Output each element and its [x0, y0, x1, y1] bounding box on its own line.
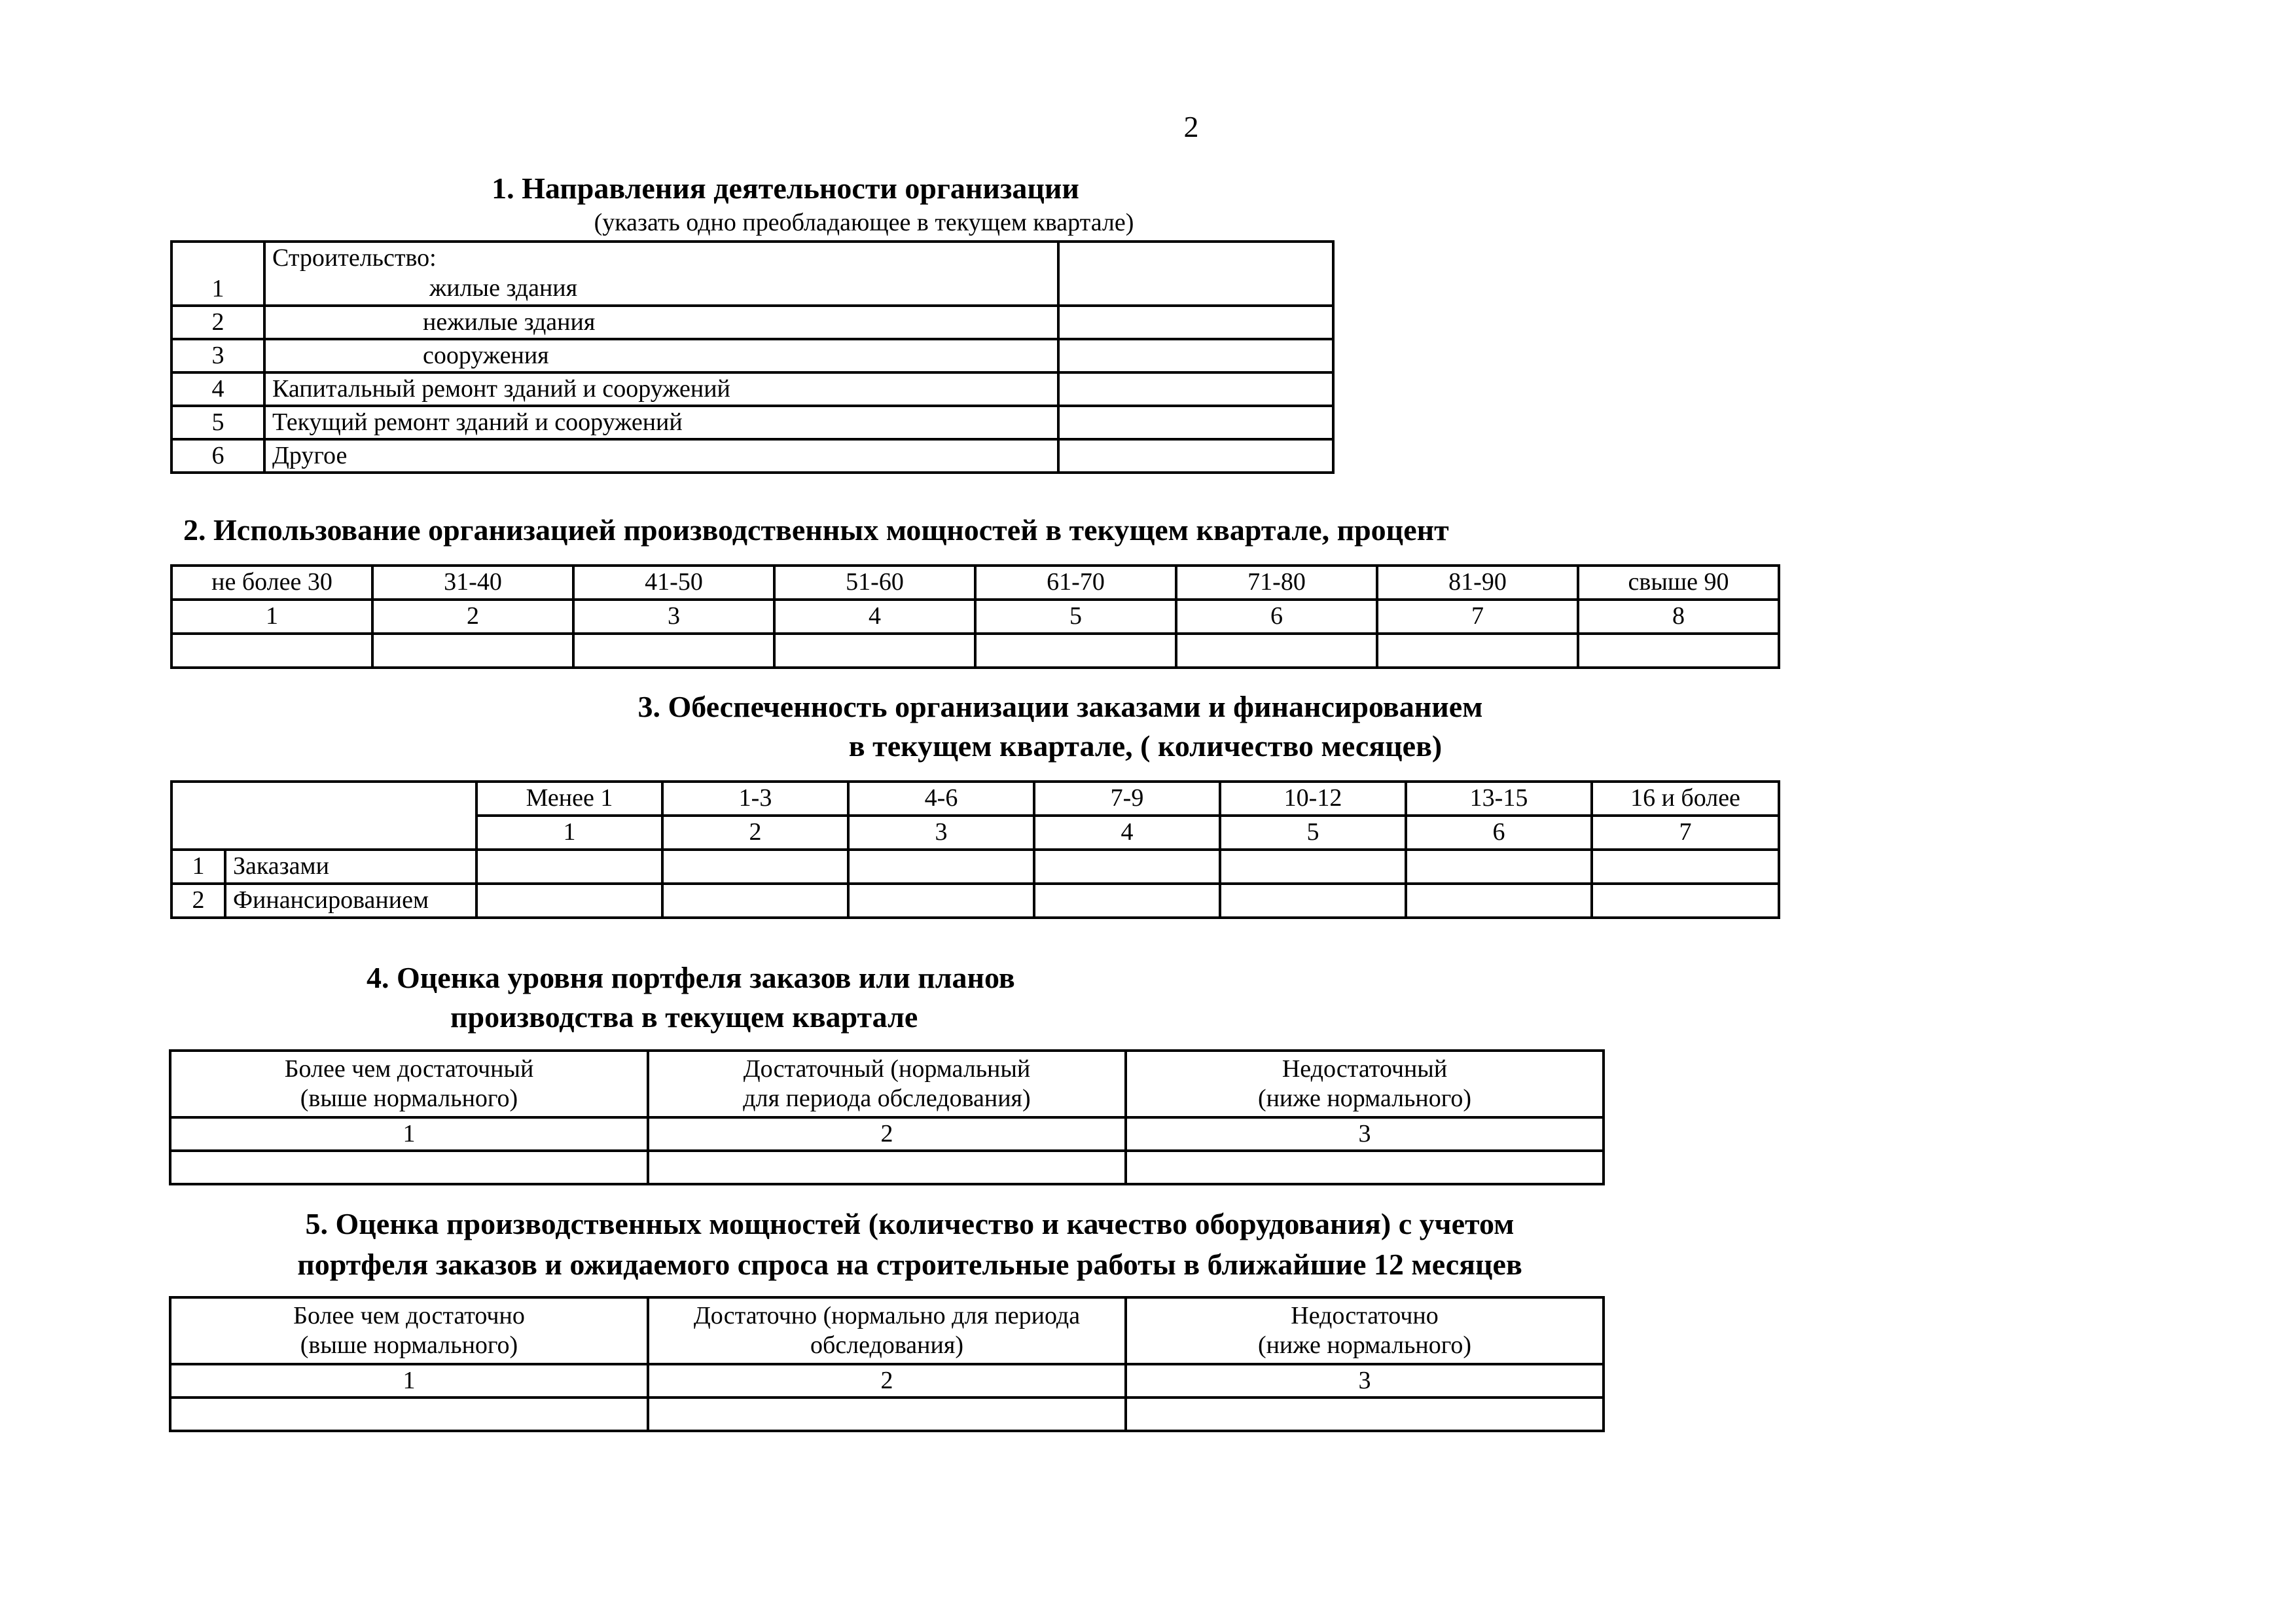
months-header: 16 и более	[1592, 782, 1779, 816]
code-cell: 7	[1592, 816, 1779, 850]
row-label: Текущий ремонт зданий и сооружений	[264, 406, 1058, 439]
level-header-line2: (ниже нормального)	[1257, 1085, 1472, 1112]
answer-cell[interactable]	[1220, 884, 1406, 918]
activity-table	[170, 240, 1335, 474]
section3-title-line2: в текущем квартале, ( количество месяцев)	[848, 729, 1443, 763]
answer-cell[interactable]	[662, 884, 848, 918]
level-header-line2: (ниже нормального)	[1257, 1331, 1472, 1359]
code-cell: 8	[1578, 600, 1779, 634]
code-cell: 3	[1126, 1117, 1604, 1151]
level-header-line1: Недостаточный	[1282, 1055, 1448, 1083]
answer-cell[interactable]	[1058, 406, 1333, 439]
table-row	[171, 566, 1779, 600]
code-cell: 3	[1126, 1364, 1604, 1398]
section4-title-line2: производства в текущем квартале	[450, 1000, 918, 1034]
level-header-line2: (выше нормального)	[300, 1085, 518, 1112]
level-header-line1: Достаточный (нормальный	[743, 1055, 1031, 1083]
level-header-line1: Более чем достаточный	[284, 1055, 534, 1083]
code-cell: 7	[1377, 600, 1578, 634]
code-cell: 3	[573, 600, 774, 634]
row-number: 5	[171, 406, 264, 439]
range-header: не более 30	[171, 566, 372, 600]
range-header: 81-90	[1377, 566, 1578, 600]
level-header	[648, 1051, 1126, 1117]
code-cell: 2	[372, 600, 573, 634]
answer-cell[interactable]	[1058, 339, 1333, 372]
row-number: 6	[171, 439, 264, 473]
level-header	[170, 1051, 648, 1117]
table-row	[171, 339, 1333, 372]
row-label	[264, 242, 1058, 306]
answer-cell[interactable]	[662, 850, 848, 884]
answer-cell[interactable]	[1058, 372, 1333, 406]
answer-cell[interactable]	[1058, 439, 1333, 473]
row-group-header: Строительство:	[272, 244, 437, 272]
table-row	[171, 242, 1333, 306]
answer-cell[interactable]	[372, 634, 573, 668]
range-header: 61-70	[975, 566, 1176, 600]
row-label: Финансированием	[225, 884, 476, 918]
answer-cell[interactable]	[1406, 884, 1592, 918]
table-row	[171, 884, 1779, 918]
table-row	[170, 1297, 1604, 1364]
orders-financing-table	[170, 780, 1780, 919]
code-cell: 5	[975, 600, 1176, 634]
code-cell: 6	[1406, 816, 1592, 850]
section1-subtitle: (указать одно преобладающее в текущем квартале)	[594, 209, 1134, 236]
table-row	[171, 782, 1779, 816]
range-header: свыше 90	[1578, 566, 1779, 600]
code-cell: 5	[1220, 816, 1406, 850]
table-row	[170, 1364, 1604, 1398]
answer-cell[interactable]	[1126, 1398, 1604, 1431]
page-number: 2	[1183, 110, 1199, 143]
row-label: сооружения	[264, 339, 1058, 372]
code-cell: 1	[170, 1117, 648, 1151]
answer-cell[interactable]	[1220, 850, 1406, 884]
answer-cell[interactable]	[170, 1151, 648, 1184]
answer-cell[interactable]	[171, 634, 372, 668]
answer-cell[interactable]	[1377, 634, 1578, 668]
answer-cell[interactable]	[1578, 634, 1779, 668]
answer-cell[interactable]	[1592, 884, 1779, 918]
table-row	[171, 406, 1333, 439]
range-header: 41-50	[573, 566, 774, 600]
row-number: 4	[171, 372, 264, 406]
answer-cell[interactable]	[774, 634, 975, 668]
code-cell: 6	[1176, 600, 1377, 634]
table-row	[170, 1117, 1604, 1151]
row-number: 2	[171, 884, 225, 918]
row-number: 3	[171, 339, 264, 372]
answer-cell[interactable]	[573, 634, 774, 668]
answer-cell[interactable]	[1058, 242, 1333, 306]
level-header	[648, 1297, 1126, 1364]
row-label: Заказами	[225, 850, 476, 884]
answer-cell[interactable]	[1058, 306, 1333, 339]
row-number: 2	[171, 306, 264, 339]
row-label: нежилые здания	[264, 306, 1058, 339]
production-capacity-table	[169, 1296, 1605, 1432]
level-header	[1126, 1297, 1604, 1364]
answer-cell[interactable]	[1126, 1151, 1604, 1184]
answer-cell[interactable]	[975, 634, 1176, 668]
row-label: Другое	[264, 439, 1058, 473]
empty-header-cell	[171, 782, 476, 850]
row-sublabel: жилые здания	[429, 274, 578, 302]
row-number: 1	[171, 242, 264, 306]
answer-cell[interactable]	[1176, 634, 1377, 668]
code-cell: 2	[662, 816, 848, 850]
table-row	[170, 1051, 1604, 1117]
answer-cell[interactable]	[1406, 850, 1592, 884]
table-row	[170, 1398, 1604, 1431]
capacity-usage-table	[170, 564, 1780, 669]
level-header-line2: для периода обследования)	[743, 1085, 1031, 1112]
answer-cell[interactable]	[476, 850, 662, 884]
code-cell: 4	[1034, 816, 1220, 850]
level-header-line1: Более чем достаточно	[293, 1302, 525, 1330]
months-header: 7-9	[1034, 782, 1220, 816]
row-number: 1	[171, 850, 225, 884]
range-header: 51-60	[774, 566, 975, 600]
section5-title-line2: портфеля заказов и ожидаемого спроса на строительные работы в ближайшие 12 месяцев	[297, 1248, 1522, 1281]
code-cell: 1	[476, 816, 662, 850]
answer-cell[interactable]	[648, 1398, 1126, 1431]
level-header	[1126, 1051, 1604, 1117]
answer-cell[interactable]	[476, 884, 662, 918]
months-header: Менее 1	[476, 782, 662, 816]
table-row	[171, 439, 1333, 473]
months-header: 13-15	[1406, 782, 1592, 816]
table-row	[170, 1151, 1604, 1184]
level-header	[170, 1297, 648, 1364]
level-header-line2: обследования)	[810, 1331, 963, 1359]
code-cell: 2	[648, 1117, 1126, 1151]
table-row	[171, 372, 1333, 406]
level-header-line1: Достаточно (нормально для периода	[693, 1302, 1081, 1330]
section2-title: 2. Использование организацией производственных мощностей в текущем квартале, процент	[183, 513, 1449, 547]
section4-title-line1: 4. Оценка уровня портфеля заказов или планов	[367, 961, 1015, 994]
level-header-line1: Недостаточно	[1291, 1302, 1439, 1330]
answer-cell[interactable]	[848, 850, 1034, 884]
order-portfolio-table	[169, 1049, 1605, 1185]
code-cell: 2	[648, 1364, 1126, 1398]
code-cell: 3	[848, 816, 1034, 850]
row-label: Капитальный ремонт зданий и сооружений	[264, 372, 1058, 406]
months-header: 1-3	[662, 782, 848, 816]
answer-cell[interactable]	[170, 1398, 648, 1431]
section3-title-line1: 3. Обеспеченность организации заказами и финансированием	[637, 690, 1483, 723]
table-row	[171, 850, 1779, 884]
section1-title: 1. Направления деятельности организации	[492, 171, 1079, 205]
table-row	[171, 306, 1333, 339]
table-row	[171, 600, 1779, 634]
table-row	[171, 634, 1779, 668]
answer-cell[interactable]	[1592, 850, 1779, 884]
months-header: 4-6	[848, 782, 1034, 816]
answer-cell[interactable]	[1034, 884, 1220, 918]
answer-cell[interactable]	[1034, 850, 1220, 884]
answer-cell[interactable]	[648, 1151, 1126, 1184]
code-cell: 1	[170, 1364, 648, 1398]
answer-cell[interactable]	[848, 884, 1034, 918]
range-header: 31-40	[372, 566, 573, 600]
level-header-line2: (выше нормального)	[300, 1331, 518, 1359]
code-cell: 1	[171, 600, 372, 634]
section5-title-line1: 5. Оценка производственных мощностей (количество и качество оборудования) с учетом	[305, 1207, 1515, 1240]
range-header: 71-80	[1176, 566, 1377, 600]
code-cell: 4	[774, 600, 975, 634]
months-header: 10-12	[1220, 782, 1406, 816]
